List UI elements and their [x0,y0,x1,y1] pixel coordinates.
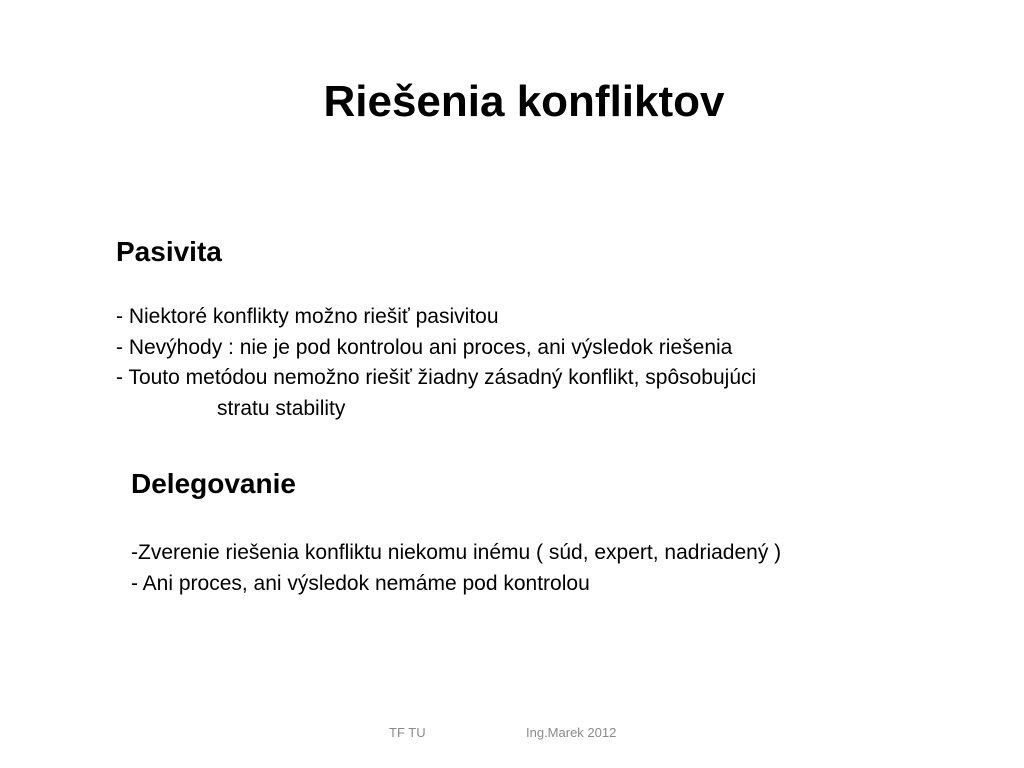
pasivita-line-3-continuation: stratu stability [217,396,346,420]
section-heading-pasivita: Pasivita [116,236,222,267]
pasivita-line-1: - Niektoré konflikty možno riešiť pasivitou [116,305,499,328]
pasivita-line-2: - Nevýhody : nie je pod kontrolou ani proces, ani výsledok riešenia [116,335,733,359]
slide-title: Riešenia konfliktov [323,77,725,126]
delegovanie-line-1: -Zverenie riešenia konfliktu niekomu inému ( súd, expert, nadriadený ) [131,541,782,564]
section-delegovanie [131,464,781,599]
delegovanie-list [131,538,781,599]
footer-author-year: Ing.Marek 2012 [526,725,617,740]
footer-institution: TF TU [389,725,426,740]
delegovanie-line-2: - Ani proces, ani výsledok nemáme pod kontrolou [131,571,590,595]
pasivita-line-3: - Touto metódou nemožno riešiť žiadny zásadný konflikt, spôsobujúci [116,366,757,389]
pasivita-list [116,302,756,424]
section-heading-delegovanie: Delegovanie [131,468,296,499]
section-pasivita [116,232,756,424]
